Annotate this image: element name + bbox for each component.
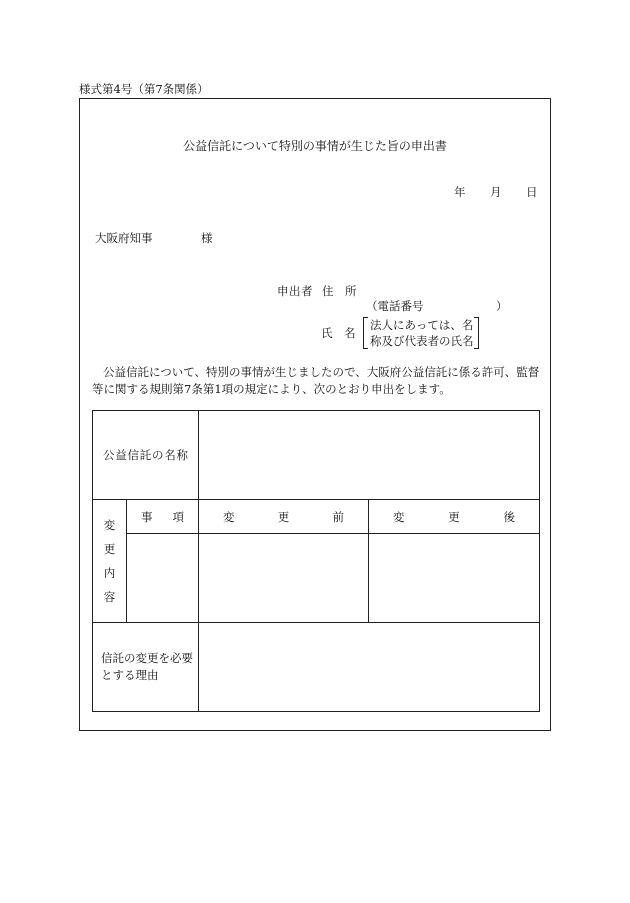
bracket-left — [363, 317, 368, 349]
phone-label: （電話番号 — [366, 299, 424, 313]
application-table — [92, 410, 540, 712]
reason-label-line2: とする理由 — [101, 668, 159, 682]
bracket-right — [474, 317, 479, 349]
reason-field[interactable] — [199, 623, 540, 712]
applicant-label: 申出者 — [277, 284, 313, 298]
addressee: 大阪府知事 — [95, 231, 153, 245]
date-month: 月 — [490, 185, 502, 199]
trust-name-field[interactable] — [199, 411, 540, 500]
before-header: 変 更 前 — [199, 500, 369, 534]
corporate-note-line1: 法人にあっては、名 — [370, 318, 474, 332]
form-title: 公益信託について特別の事情が生じた旨の申出書 — [183, 139, 447, 153]
phone-close: ） — [496, 299, 508, 313]
after-header: 変 更 後 — [369, 500, 540, 534]
date-day: 日 — [526, 185, 538, 199]
name-label: 氏 名 — [321, 326, 356, 340]
change-contents-label: 変 更 内 容 — [103, 518, 116, 604]
item-header: 事 項 — [127, 500, 199, 534]
date-year: 年 — [454, 185, 466, 199]
body-text: 公益信託について、特別の事情が生じましたので、大阪府公益信託に係る許可、監督等に関する規則第7条第1項の規定により、次のとおり申出をします。 — [92, 365, 540, 396]
reason-label-line1: 信託の変更を必要 — [101, 651, 193, 665]
trust-name-label-cell — [93, 411, 199, 500]
address-label: 住 所 — [322, 284, 357, 298]
corporate-note-line2: 称及び代表者の氏名 — [370, 334, 474, 348]
addressee-honorific: 様 — [201, 231, 213, 245]
after-field[interactable] — [369, 534, 540, 623]
before-field[interactable] — [199, 534, 369, 623]
reason-label-cell — [93, 623, 199, 712]
trust-name-label: 公 益 信 託 の 名 称 — [103, 448, 188, 462]
item-field[interactable] — [127, 534, 199, 623]
form-number: 様式第4号（第7条関係） — [79, 82, 209, 96]
change-contents-label-cell — [93, 500, 127, 623]
